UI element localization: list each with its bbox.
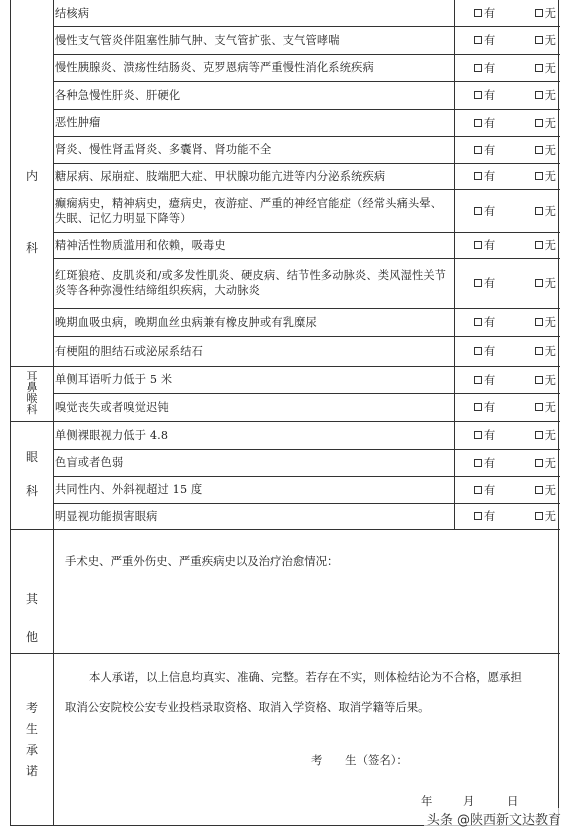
yes-no-options xyxy=(474,26,556,54)
yes-label: 有 xyxy=(484,204,496,218)
date-year-label: 年 xyxy=(421,794,433,808)
no-label: 无 xyxy=(544,456,556,470)
condition-row xyxy=(55,366,453,393)
no-label: 无 xyxy=(544,510,556,523)
yes-checkbox[interactable] xyxy=(474,508,495,524)
no-label: 无 xyxy=(544,373,556,387)
condition-text: 结核病 xyxy=(55,6,90,20)
condition-text: 单侧耳语听力低于 5 米 xyxy=(55,373,173,386)
no-checkbox[interactable] xyxy=(535,168,556,184)
section-divider-other xyxy=(11,529,560,530)
yes-label: 有 xyxy=(484,7,496,20)
checkbox-square-icon xyxy=(474,146,482,154)
yes-checkbox[interactable] xyxy=(474,168,495,184)
yes-no-options xyxy=(474,136,556,163)
checkbox-square-icon xyxy=(474,318,482,326)
yes-checkbox[interactable] xyxy=(474,455,495,471)
condition-text: 单侧裸眼视力低于 4.8 xyxy=(55,428,169,442)
no-checkbox[interactable] xyxy=(535,142,556,158)
checkbox-square-icon xyxy=(535,512,543,520)
checkbox-square-icon xyxy=(474,512,482,520)
condition-text: 红斑狼疮、皮肌炎和/或多发性肌炎、硬皮病、结节性多动脉炎、类风湿性关节炎等各种弥漫性结缔组织疾病，大动脉炎 xyxy=(55,269,447,297)
yes-label: 有 xyxy=(484,401,496,414)
condition-text: 慢性支气管炎伴阻塞性肺气肿、支气管扩张、支气管哮喘 xyxy=(55,33,340,47)
yes-checkbox[interactable] xyxy=(474,115,495,131)
yes-checkbox[interactable] xyxy=(474,237,495,253)
yes-label: 有 xyxy=(484,345,496,358)
yes-label: 有 xyxy=(484,61,496,75)
no-label: 无 xyxy=(544,34,556,47)
checkbox-square-icon xyxy=(474,9,482,17)
no-checkbox[interactable] xyxy=(535,237,556,253)
checkbox-square-icon xyxy=(474,172,482,180)
condition-row xyxy=(55,232,453,258)
condition-row xyxy=(55,308,453,336)
checkbox-square-icon xyxy=(535,431,543,439)
condition-text: 色盲或者色弱 xyxy=(55,456,124,469)
yes-no-options xyxy=(474,81,556,109)
condition-text: 明显视功能损害眼病 xyxy=(55,509,158,523)
yes-no-options xyxy=(474,503,556,529)
condition-text: 癫痫病史，精神病史，癔病史，夜游症、严重的神经官能症（经常头痛头晕、失眠、记忆力明显下降等） xyxy=(55,196,443,225)
checkbox-square-icon xyxy=(474,241,482,249)
yes-no-options xyxy=(474,393,556,421)
yes-no-options xyxy=(474,449,556,476)
yes-checkbox[interactable] xyxy=(474,427,495,443)
condition-row xyxy=(55,26,453,54)
checkbox-square-icon xyxy=(474,207,482,215)
condition-text: 精神活性物质滥用和依赖，吸毒史 xyxy=(55,238,226,252)
checkbox-square-icon xyxy=(535,64,543,72)
condition-row xyxy=(55,421,453,449)
yes-no-options xyxy=(474,366,556,393)
category-other: 其 他 xyxy=(25,592,38,644)
no-checkbox[interactable] xyxy=(535,87,556,103)
condition-text: 糖尿病、尿崩症、肢端肥大症、甲状腺功能亢进等内分泌系统疾病 xyxy=(55,169,386,183)
signature-label: 考 生（签名）： xyxy=(311,753,408,767)
yes-label: 有 xyxy=(484,429,496,442)
pledge-text-line1: 本人承诺，以上信息均真实、准确、完整。若存在不实，则体检结论为不合格，愿承担 xyxy=(89,670,522,684)
no-checkbox[interactable] xyxy=(535,203,556,219)
checkbox-square-icon xyxy=(535,318,543,326)
condition-text: 肾炎、慢性肾盂肾炎、多囊肾、肾功能不全 xyxy=(55,143,272,156)
yes-checkbox[interactable] xyxy=(474,5,495,21)
yes-checkbox[interactable] xyxy=(474,399,495,415)
checkbox-square-icon xyxy=(474,376,482,384)
checkbox-square-icon xyxy=(535,9,543,17)
no-label: 无 xyxy=(544,316,556,329)
no-label: 无 xyxy=(544,483,556,497)
condition-row xyxy=(55,258,453,308)
yes-checkbox[interactable] xyxy=(474,314,495,330)
no-checkbox[interactable] xyxy=(535,482,556,498)
checkbox-square-icon xyxy=(535,459,543,467)
yes-checkbox[interactable] xyxy=(474,32,495,48)
checkbox-square-icon xyxy=(535,91,543,99)
condition-text: 嗅觉丧失或者嗅觉迟钝 xyxy=(55,400,169,414)
no-checkbox[interactable] xyxy=(535,343,556,359)
condition-row xyxy=(55,109,453,136)
condition-row xyxy=(55,189,453,232)
yes-no-options xyxy=(474,336,556,366)
no-checkbox[interactable] xyxy=(535,314,556,330)
no-label: 无 xyxy=(544,143,556,157)
yes-label: 有 xyxy=(484,456,496,470)
checkbox-square-icon xyxy=(474,64,482,72)
yes-checkbox[interactable] xyxy=(474,482,495,498)
yes-no-options xyxy=(474,476,556,503)
category-label xyxy=(11,366,53,421)
checkbox-square-icon xyxy=(535,376,543,384)
yes-checkbox[interactable] xyxy=(474,372,495,388)
checkbox-square-icon xyxy=(535,36,543,44)
condition-text: 晚期血吸虫病，晚期血丝虫病兼有橡皮肿或有乳糜尿 xyxy=(55,315,317,329)
section-divider-pledge xyxy=(11,653,560,654)
yes-no-options xyxy=(474,232,556,258)
checkbox-square-icon xyxy=(474,403,482,411)
date-day-label: 日 xyxy=(507,794,519,808)
yes-label: 有 xyxy=(484,239,496,252)
category-pledge: 考 生 承 诺 xyxy=(25,701,38,778)
no-label: 无 xyxy=(544,401,556,414)
yes-label: 有 xyxy=(484,170,496,183)
yes-no-options xyxy=(474,189,556,232)
checkbox-square-icon xyxy=(535,241,543,249)
no-label: 无 xyxy=(544,239,556,252)
yes-checkbox[interactable] xyxy=(474,203,495,219)
yes-label: 有 xyxy=(484,510,496,523)
no-label: 无 xyxy=(544,61,556,75)
condition-text: 有梗阻的胆结石或泌尿系结石 xyxy=(55,344,204,358)
yes-checkbox[interactable] xyxy=(474,60,495,76)
condition-row xyxy=(55,503,453,529)
yes-no-options xyxy=(474,54,556,81)
condition-row xyxy=(55,449,453,476)
checkbox-square-icon xyxy=(474,91,482,99)
yes-no-options xyxy=(474,421,556,449)
checkbox-square-icon xyxy=(474,347,482,355)
no-label: 无 xyxy=(544,345,556,358)
watermark: 头条 @陕西新文达教育 xyxy=(424,808,564,829)
no-checkbox[interactable] xyxy=(535,5,556,21)
no-checkbox[interactable] xyxy=(535,455,556,471)
checkbox-square-icon xyxy=(535,279,543,287)
no-label: 无 xyxy=(544,116,556,130)
yes-checkbox[interactable] xyxy=(474,275,495,291)
condition-row xyxy=(55,136,453,163)
no-label: 无 xyxy=(544,204,556,218)
yes-label: 有 xyxy=(484,316,496,329)
no-checkbox[interactable] xyxy=(535,115,556,131)
no-checkbox[interactable] xyxy=(535,32,556,48)
condition-row xyxy=(55,0,453,26)
category-text: 眼 科 xyxy=(25,450,38,498)
yes-label: 有 xyxy=(484,277,496,290)
yes-label: 有 xyxy=(484,373,496,387)
no-label: 无 xyxy=(544,170,556,183)
no-checkbox[interactable] xyxy=(535,508,556,524)
category-text: 耳鼻喉科 xyxy=(26,370,38,416)
checkbox-square-icon xyxy=(474,279,482,287)
yes-checkbox[interactable] xyxy=(474,87,495,103)
no-checkbox[interactable] xyxy=(535,372,556,388)
checkbox-square-icon xyxy=(474,486,482,494)
checkbox-square-icon xyxy=(535,486,543,494)
yes-no-options xyxy=(474,0,556,26)
yes-label: 有 xyxy=(484,116,496,130)
checkbox-square-icon xyxy=(535,119,543,127)
checkbox-square-icon xyxy=(474,431,482,439)
checkbox-square-icon xyxy=(535,347,543,355)
no-label: 无 xyxy=(544,277,556,290)
no-label: 无 xyxy=(544,429,556,442)
yes-label: 有 xyxy=(484,89,496,102)
condition-row xyxy=(55,54,453,81)
other-history-prompt: 手术史、严重外伤史、严重疾病史以及治疗治愈情况： xyxy=(65,554,339,568)
condition-row xyxy=(55,163,453,189)
pledge-text-line2: 取消公安院校公安专业投档录取资格、取消入学资格、取消学籍等后果。 xyxy=(65,700,430,714)
checkbox-square-icon xyxy=(474,459,482,467)
checkbox-square-icon xyxy=(535,146,543,154)
condition-text: 共同性内、外斜视超过 15 度 xyxy=(55,483,203,496)
yes-checkbox[interactable] xyxy=(474,343,495,359)
no-label: 无 xyxy=(544,89,556,102)
yes-no-options xyxy=(474,308,556,336)
yes-no-options xyxy=(474,163,556,189)
condition-row xyxy=(55,476,453,503)
category-label xyxy=(11,421,53,529)
condition-row xyxy=(55,393,453,421)
yes-label: 有 xyxy=(484,143,496,157)
no-checkbox[interactable] xyxy=(535,275,556,291)
category-divider xyxy=(53,0,54,826)
category-label xyxy=(11,0,53,366)
condition-row xyxy=(55,81,453,109)
no-checkbox[interactable] xyxy=(535,60,556,76)
condition-text: 恶性肿瘤 xyxy=(55,116,101,129)
yes-no-options xyxy=(474,109,556,136)
checkbox-square-icon xyxy=(474,36,482,44)
yes-checkbox[interactable] xyxy=(474,142,495,158)
no-checkbox[interactable] xyxy=(535,427,556,443)
checkbox-square-icon xyxy=(535,207,543,215)
checkbox-square-icon xyxy=(535,403,543,411)
checkbox-square-icon xyxy=(535,172,543,180)
checkbox-square-icon xyxy=(474,119,482,127)
condition-text: 各种急慢性肝炎、肝硬化 xyxy=(55,88,181,102)
condition-text: 慢性胰腺炎、溃疡性结肠炎、克罗恩病等严重慢性消化系统疾病 xyxy=(55,61,374,74)
health-form xyxy=(10,0,559,826)
date-month-label: 月 xyxy=(463,794,475,808)
condition-row xyxy=(55,336,453,366)
no-checkbox[interactable] xyxy=(535,399,556,415)
no-label: 无 xyxy=(544,7,556,20)
yes-label: 有 xyxy=(484,483,496,497)
category-text: 内 科 xyxy=(25,169,38,255)
yes-label: 有 xyxy=(484,34,496,47)
yes-no-options xyxy=(474,258,556,308)
